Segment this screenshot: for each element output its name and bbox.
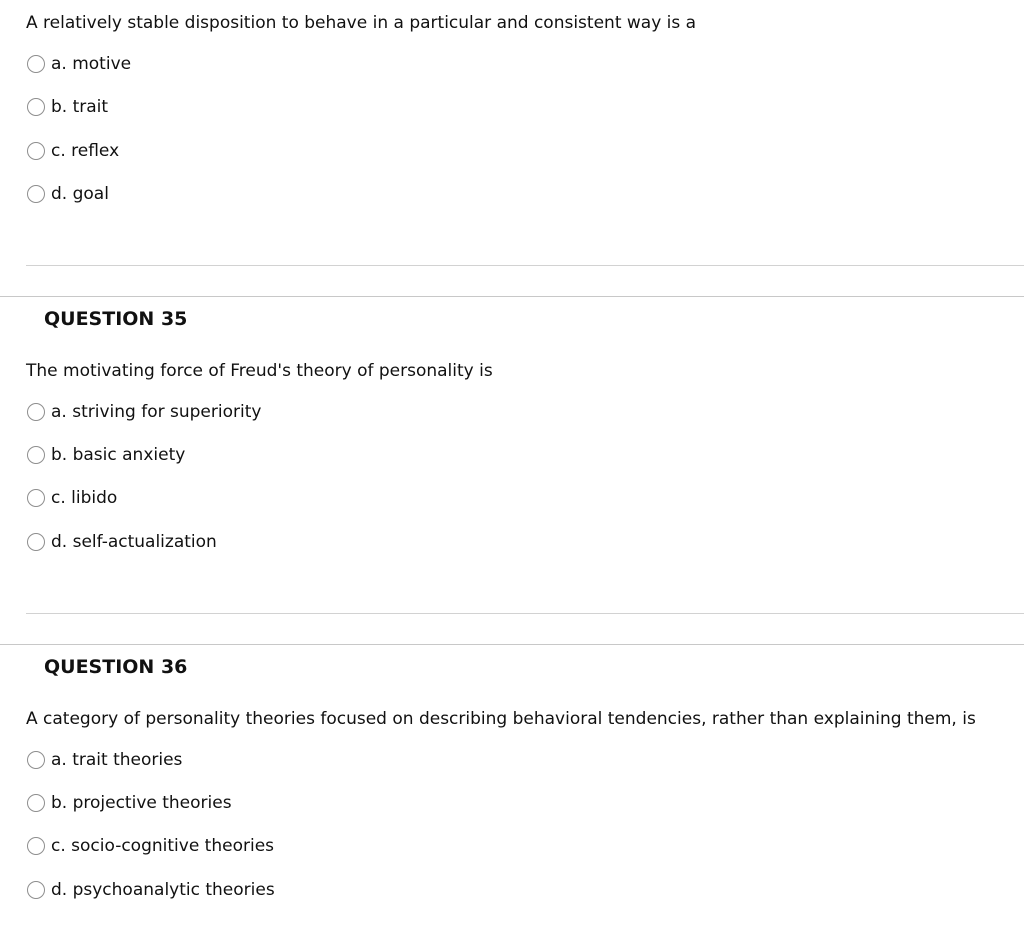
option-b[interactable]	[27, 792, 232, 814]
question-text: A category of personality theories focused on describing behavioral tendencies, rather than explaining them, is	[26, 709, 976, 729]
option-d[interactable]	[27, 531, 217, 553]
divider	[26, 265, 1024, 266]
option-label: d. self-actualization	[51, 532, 217, 552]
option-a[interactable]	[27, 749, 182, 771]
radio-button[interactable]	[27, 794, 45, 812]
option-b[interactable]	[27, 96, 108, 118]
radio-button[interactable]	[27, 403, 45, 421]
option-c[interactable]	[27, 140, 119, 162]
option-d[interactable]	[27, 183, 109, 205]
question-35	[0, 296, 1024, 614]
option-label: b. basic anxiety	[51, 445, 186, 465]
option-b[interactable]	[27, 444, 185, 466]
option-d[interactable]	[27, 879, 275, 901]
option-label: d. psychoanalytic theories	[51, 880, 275, 900]
radio-button[interactable]	[27, 98, 45, 116]
question-heading: QUESTION 35	[44, 308, 188, 330]
radio-button[interactable]	[27, 751, 45, 769]
option-a[interactable]	[27, 401, 261, 423]
option-label: d. goal	[51, 184, 109, 204]
question-text: A relatively stable disposition to behave in a particular and consistent way is a	[26, 13, 697, 33]
radio-button[interactable]	[27, 55, 45, 73]
radio-button[interactable]	[27, 446, 45, 464]
option-c[interactable]	[27, 487, 117, 509]
question-34	[0, 0, 1024, 266]
option-label: a. motive	[51, 54, 132, 74]
option-label: b. projective theories	[51, 793, 232, 813]
option-a[interactable]	[27, 53, 131, 75]
radio-button[interactable]	[27, 533, 45, 551]
radio-button[interactable]	[27, 142, 45, 160]
question-heading: QUESTION 36	[44, 656, 188, 678]
question-36	[0, 644, 1024, 930]
option-label: a. striving for superiority	[51, 402, 262, 422]
option-label: c. socio-cognitive theories	[51, 836, 275, 856]
option-c[interactable]	[27, 835, 274, 857]
radio-button[interactable]	[27, 489, 45, 507]
radio-button[interactable]	[27, 881, 45, 899]
radio-button[interactable]	[27, 185, 45, 203]
question-text: The motivating force of Freud's theory of personality is	[26, 361, 493, 381]
option-label: b. trait	[51, 97, 109, 117]
option-label: c. libido	[51, 488, 118, 508]
option-label: c. reflex	[51, 141, 120, 161]
divider	[26, 613, 1024, 614]
option-label: a. trait theories	[51, 750, 183, 770]
radio-button[interactable]	[27, 837, 45, 855]
